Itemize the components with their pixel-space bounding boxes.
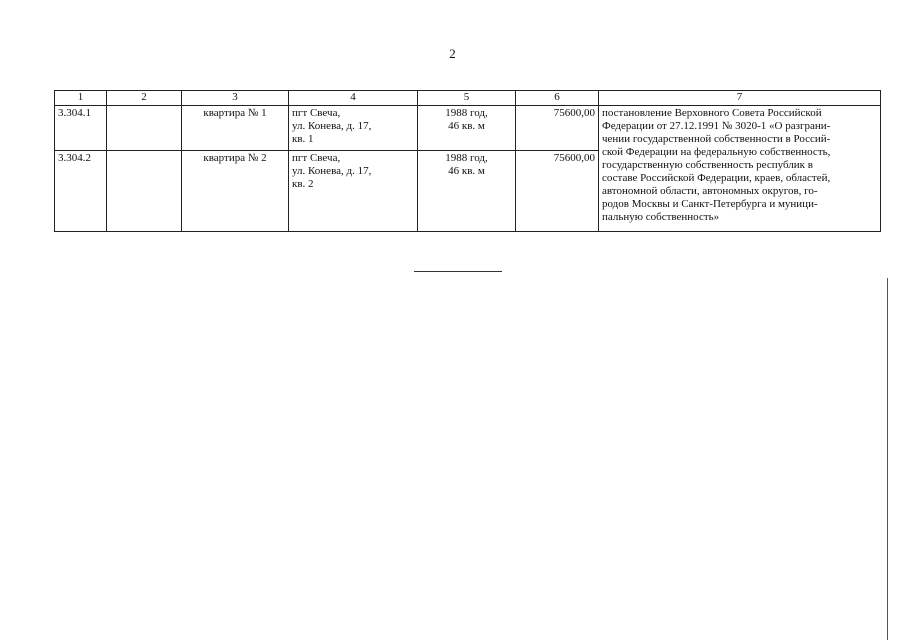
- legal-basis: [599, 106, 881, 232]
- column-header-6: 6: [516, 91, 599, 106]
- scan-edge-line: [887, 278, 888, 640]
- address-line: кв. 1: [292, 133, 314, 145]
- area-line: 46 кв. м: [448, 120, 485, 132]
- area-line: 46 кв. м: [448, 165, 485, 177]
- page-number: 2: [449, 46, 456, 61]
- property-address: [289, 151, 418, 232]
- legal-basis-line: ской Федерации на федеральную собственность,: [602, 146, 831, 158]
- property-address: [289, 106, 418, 151]
- column-header-1: 1: [55, 91, 107, 106]
- property-year-area: [418, 151, 516, 232]
- address-line: ул. Конева, д. 17,: [292, 120, 372, 132]
- row-number: 3.304.1: [55, 106, 107, 151]
- legal-basis-line: пальную собственность»: [602, 211, 720, 223]
- year-line: 1988 год,: [445, 107, 488, 119]
- legal-basis-line: постановление Верховного Совета Российской: [602, 107, 822, 119]
- property-value: 75600,00: [516, 151, 599, 232]
- legal-basis-line: автономной области, автономных округов, го-: [602, 185, 818, 197]
- address-line: пгт Свеча,: [292, 107, 341, 119]
- year-line: 1988 год,: [445, 152, 488, 164]
- table-header-row: [55, 91, 881, 106]
- address-line: кв. 2: [292, 178, 314, 190]
- row-number: 3.304.2: [55, 151, 107, 232]
- column-header-4: 4: [289, 91, 418, 106]
- legal-basis-line: Федерации от 27.12.1991 № 3020-1 «О разграни-: [602, 120, 831, 132]
- empty-cell: [107, 106, 182, 151]
- property-value: 75600,00: [516, 106, 599, 151]
- column-header-3: 3: [182, 91, 289, 106]
- end-separator-line: [414, 271, 502, 272]
- empty-cell: [107, 151, 182, 232]
- column-header-7: 7: [599, 91, 881, 106]
- legal-basis-line: государственную собственность республик в: [602, 159, 813, 171]
- legal-basis-line: составе Российской Федерации, краев, областей,: [602, 172, 831, 184]
- property-name: квартира № 1: [182, 106, 289, 151]
- column-header-5: 5: [418, 91, 516, 106]
- address-line: ул. Конева, д. 17,: [292, 165, 372, 177]
- property-year-area: [418, 106, 516, 151]
- property-name: квартира № 2: [182, 151, 289, 232]
- property-table: [54, 90, 881, 232]
- column-header-2: 2: [107, 91, 182, 106]
- legal-basis-line: родов Москвы и Санкт-Петербурга и муници-: [602, 198, 818, 210]
- table-row: [55, 106, 881, 151]
- legal-basis-line: чении государственной собственности в Россий-: [602, 133, 831, 145]
- address-line: пгт Свеча,: [292, 152, 341, 164]
